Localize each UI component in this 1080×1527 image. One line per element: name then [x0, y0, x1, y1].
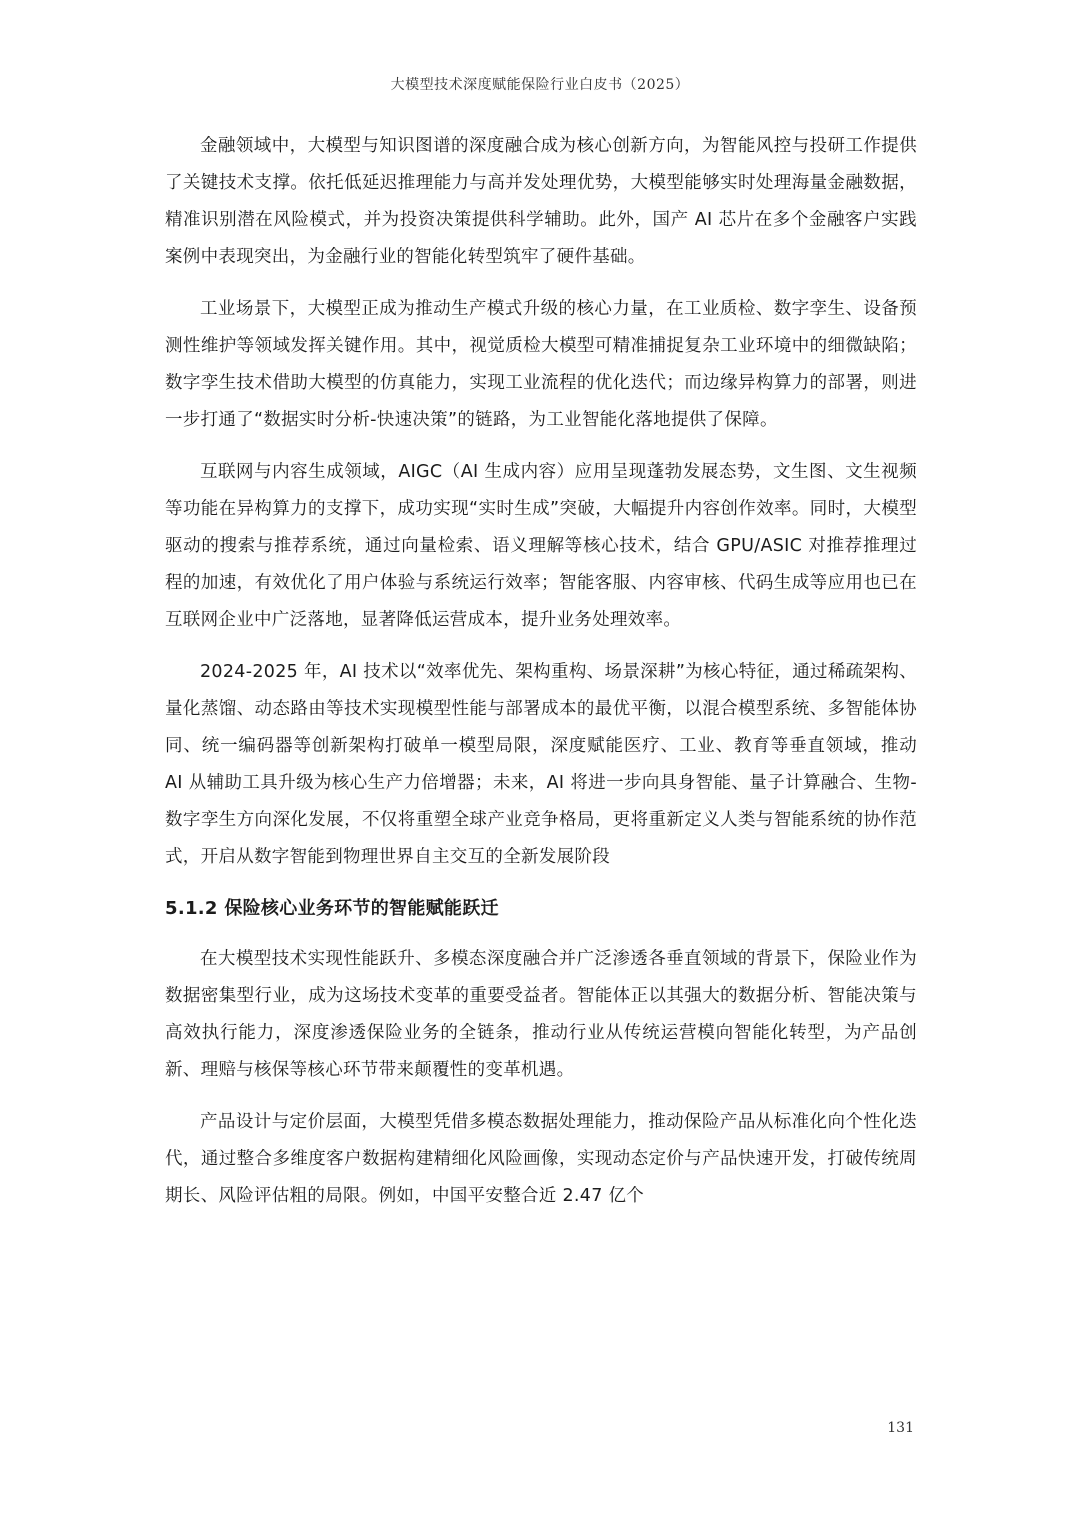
paragraph-internet-content: 互联网与内容生成领域，AIGC（AI 生成内容）应用呈现蓬勃发展态势，文生图、文生视频等功能在异构算力的支撑下，成功实现“实时生成”突破，大幅提升内容创作效率。同时，大模型驱动的搜索与推荐系统，通过向量检索、语义理解等核心技术，结合 GPU/ASIC 对推荐推理过程的加速，有效优化了用户体验与系统运行效率；智能客服、内容审核、代码生成等应用也已在互联网企业中广泛落地，显著降低运营成本，提升业务处理效率。 — [165, 462, 917, 630]
paragraph-industry: 工业场景下，大模型正成为推动生产模式升级的核心力量，在工业质检、数字孪生、设备预测性维护等领域发挥关键作用。其中，视觉质检大模型可精准捕捉复杂工业环境中的细微缺陷；数字孪生技术借助大模型的仿真能力，实现工业流程的优化迭代；而边缘异构算力的部署，则进一步打通了“数据实时分析-快速决策”的链路，为工业智能化落地提供了保障。 — [165, 299, 917, 430]
paragraph-finance: 金融领域中，大模型与知识图谱的深度融合成为核心创新方向，为智能风控与投研工作提供了关键技术支撑。依托低延迟推理能力与高并发处理优势，大模型能够实时处理海量金融数据，精准识别潜在风险模式，并为投资决策提供科学辅助。此外，国产 AI 芯片在多个金融客户实践案例中表现突出，为金融行业的智能化转型筑牢了硬件基础。 — [165, 136, 917, 267]
paragraph-product-pricing: 产品设计与定价层面，大模型凭借多模态数据处理能力，推动保险产品从标准化向个性化迭代，通过整合多维度客户数据构建精细化风险画像，实现动态定价与产品快速开发，打破传统周期长、风险评估粗的局限。例如，中国平安整合近 2.47 亿个 — [165, 1112, 917, 1206]
paragraph-insurance-intro: 在大模型技术实现性能跃升、多模态深度融合并广泛渗透各垂直领域的背景下，保险业作为数据密集型行业，成为这场技术变革的重要受益者。智能体正以其强大的数据分析、智能决策与高效执行能力，深度渗透保险业务的全链条，推动行业从传统运营模向智能化转型，为产品创新、理赔与核保等核心环节带来颠覆性的变革机遇。 — [165, 949, 917, 1080]
page-number: 131 — [887, 1420, 914, 1436]
section-heading: 5.1.2 保险核心业务环节的智能赋能跃迁 — [165, 898, 499, 919]
running-header: 大模型技术深度赋能保险行业白皮书（2025） — [390, 77, 690, 93]
page-body — [165, 128, 917, 1230]
paragraph-ai-trends: 2024-2025 年，AI 技术以“效率优先、架构重构、场景深耕”为核心特征，通过稀疏架构、量化蒸馏、动态路由等技术实现模型性能与部署成本的最优平衡，以混合模型系统、多智能体协同、统一编码器等创新架构打破单一模型局限，深度赋能医疗、工业、教育等垂直领域，推动 AI 从辅助工具升级为核心生产力倍增器；未来，AI 将进一步向具身智能、量子计算融合、生物-数字孪生方向深化发展，不仅将重塑全球产业竞争格局，更将重新定义人类与智能系统的协作范式，开启从数字智能到物理世界自主交互的全新发展阶段 — [165, 662, 917, 867]
